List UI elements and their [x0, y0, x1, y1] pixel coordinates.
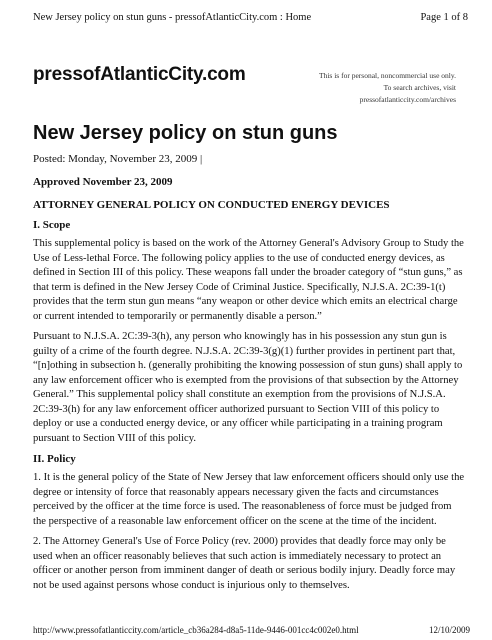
page-number: Page 1 of 8 [420, 12, 468, 23]
notice-line-1: This is for personal, noncommercial use only. [319, 71, 456, 80]
article-body [33, 121, 467, 599]
paragraph-scope-1: This supplemental policy is based on the work of the Attorney General's Advisory Group to Study the Use of Less-lethal Force. The following policy applies to the use of conducted energy devices, as defined in Section III of this policy. These weapons fall under the broader category of “stun guns,” as that term is defined in the New Jersey Code of Criminal Justice. Specifically, N.J.S.A. 2C:39-1(t) provides that the term stun gun means “any weapon or other device which emits an electrical charge or current intended to temporarily or permanently disable a person.” [33, 238, 464, 322]
paragraph-policy-2: 2. The Attorney General's Use of Force Policy (rev. 2000) provides that deadly force may only be used when an officer reasonably believes that such action is immediately necessary to protect an officer or another person from imminent danger of death or serious bodily injury. Deadly force may not be used against persons whose conduct is injurious only to themselves. [33, 536, 456, 591]
paragraph-scope-2: Pursuant to N.J.S.A. 2C:39-3(h), any person who knowingly has in his possession any stun gun is guilty of a crime of the fourth degree. N.J.S.A. 2C:39-3(g)(1) further provides in pertinent part that, “[n]othing in subsection h. (generally prohibiting the knowing possession of stun guns) shall apply to any law enforcement officer who is exempted from the provisions of that subsection by the Attorney General.” This supplemental policy shall constitute an exemption from the provisions of N.J.S.A. 2C:39-3(h) for any law enforcement officer authorized pursuant to Section VIII of this policy to deploy or use a conducted energy device, or any officer while participating in a training program pursuant to Section VIII of this policy. [33, 331, 463, 444]
notice-archives-link[interactable]: pressofatlanticcity.com/archives [359, 95, 456, 104]
paragraph-policy-1: 1. It is the general policy of the State of New Jersey that law enforcement officers should only use the degree or intensity of force that reasonably appears necessary given the facts and circumstances perceived by the officer at the time force is used. The reasonableness of force must be judged from the perspective of a reasonable law enforcement officer on the scene at the time of the incident. [33, 472, 465, 527]
policy-heading: ATTORNEY GENERAL POLICY ON CONDUCTED ENERGY DEVICES [33, 199, 390, 211]
section-policy-heading: II. Policy [33, 453, 76, 465]
notice-line-2: To search archives, visit [383, 83, 456, 92]
usage-notice [296, 70, 456, 106]
section-scope-heading: I. Scope [33, 219, 71, 231]
posted-date: Posted: Monday, November 23, 2009 | [33, 153, 203, 165]
site-logo[interactable]: pressofAtlanticCity.com [33, 64, 246, 85]
footer-date: 12/10/2009 [428, 625, 470, 635]
approved-date: Approved November 23, 2009 [33, 176, 173, 188]
article-title: New Jersey policy on stun guns [33, 122, 338, 144]
footer-url[interactable]: http://www.pressofatlanticcity.com/article_cb36a284-d8a5-11de-9446-001cc4c002e0.html [33, 625, 359, 635]
print-header-title: New Jersey policy on stun guns - pressofAtlanticCity.com : Home [33, 12, 312, 23]
